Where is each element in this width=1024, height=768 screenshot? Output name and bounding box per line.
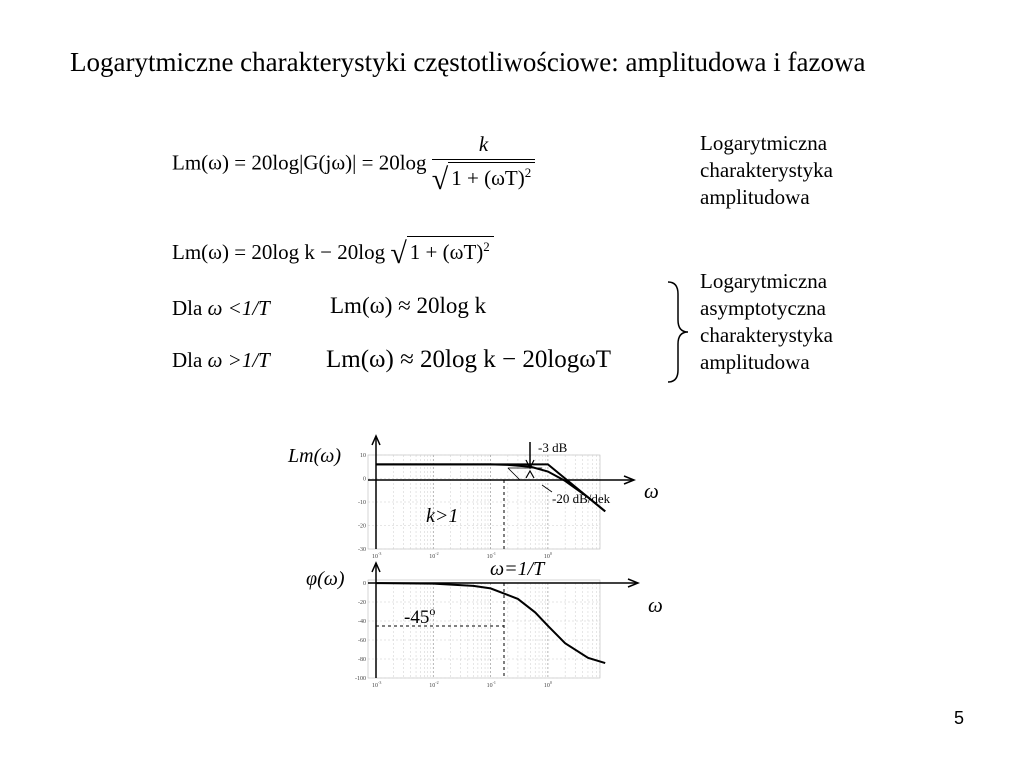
ytick-label: -20 xyxy=(358,600,366,606)
ytick-label: 0 xyxy=(363,476,366,483)
bode-plots xyxy=(280,430,700,692)
phase-annot-value: -45 xyxy=(404,607,430,628)
label-line: amplitudowa xyxy=(700,350,810,374)
condition-low-frequency xyxy=(172,296,270,321)
formula-low-frequency: Lm(ω) ≈ 20log k xyxy=(330,293,487,318)
ytick-label: -80 xyxy=(358,657,366,663)
xtick-label: $10^{-3}$ xyxy=(372,680,382,689)
amplitude-plot xyxy=(287,436,659,560)
label-line: charakterystyka xyxy=(700,158,833,182)
sqrt-icon: √ xyxy=(390,237,407,270)
eq2-text: Lm(ω) = 20log k − 20log xyxy=(172,240,386,264)
amplitude-ylabel: Lm(ω) xyxy=(288,445,342,467)
phase-annot-degree: o xyxy=(429,604,436,618)
xtick-exponent: -1 xyxy=(492,551,496,556)
xtick-label: $10^0$ xyxy=(543,551,552,560)
ytick-label: 10 xyxy=(360,453,366,459)
ytick-label: 0 xyxy=(363,581,366,587)
cond1-text: ω <1/T xyxy=(207,296,270,320)
eq1-numerator: k xyxy=(478,132,489,156)
cond2-prefix: Dla xyxy=(172,348,203,372)
sqrt-icon: √ xyxy=(431,163,449,196)
condition-high-frequency xyxy=(172,348,270,373)
cond2-text: ω >1/T xyxy=(207,348,270,372)
label-asymptotic-characteristic xyxy=(700,268,833,376)
label-line: charakterystyka xyxy=(700,323,833,347)
curly-brace xyxy=(662,280,692,384)
phase-plot xyxy=(306,563,663,689)
eq1-fraction xyxy=(432,132,535,197)
ytick-label: -20 xyxy=(358,523,366,530)
xtick-exponent: -2 xyxy=(435,680,439,685)
xtick-exponent: -2 xyxy=(435,551,439,556)
amplitude-ytick-labels xyxy=(358,453,366,553)
xtick-exponent: -3 xyxy=(378,551,382,556)
eq2-radicand: 1 + (ωT) xyxy=(409,240,484,264)
xtick-exponent: 0 xyxy=(549,551,552,556)
annot-k: k>1 xyxy=(426,505,459,527)
ytick-label: -30 xyxy=(358,547,366,553)
xtick-label: $10^{-3}$ xyxy=(372,551,382,560)
amplitude-xlabel: ω xyxy=(644,479,659,503)
formula-high-frequency: Lm(ω) ≈ 20log k − 20logωT xyxy=(326,346,612,373)
annot-3db: -3 dB xyxy=(538,440,568,455)
xtick-exponent: 0 xyxy=(549,680,552,685)
page-number: 5 xyxy=(953,708,964,728)
ytick-label: -40 xyxy=(358,619,366,625)
label-line: amplitudowa xyxy=(700,185,810,209)
annot-slope: -20 dB/dek xyxy=(552,491,611,506)
eq1-exponent: 2 xyxy=(524,165,532,180)
phase-ylabel: φ(ω) xyxy=(306,568,345,590)
phase-xlabel: ω xyxy=(648,593,663,617)
xtick-exponent: -3 xyxy=(378,680,382,685)
equation-lm-expanded xyxy=(172,236,494,271)
xtick-label: $10^{-2}$ xyxy=(429,680,439,689)
xtick-label: $10^0$ xyxy=(543,680,552,689)
ytick-label: -10 xyxy=(358,500,366,506)
eq1-denominator: 1 + (ωT) xyxy=(451,166,525,190)
label-line: Logarytmiczna xyxy=(700,131,828,155)
cond1-prefix: Dla xyxy=(172,296,203,320)
slide-title: Logarytmiczne charakterystyki częstotliwościowe: amplitudowa i fazowa xyxy=(70,47,866,77)
xtick-label: $10^{-2}$ xyxy=(429,551,439,560)
label-line: asymptotyczna xyxy=(700,296,826,320)
phase-xtick-labels xyxy=(372,680,552,689)
eq2-exponent: 2 xyxy=(483,239,490,254)
xtick-label: $10^{-1}$ xyxy=(486,680,496,689)
ytick-label: -100 xyxy=(355,676,366,682)
eq1-lhs: Lm(ω) = 20log|G(jω)| = 20log xyxy=(172,150,427,175)
label-line: Logarytmiczna xyxy=(700,269,828,293)
ytick-label: -60 xyxy=(358,638,366,644)
equation-lm-magnitude xyxy=(172,132,535,197)
corner-frequency-label: ω=1/T xyxy=(490,558,545,580)
label-amplitude-characteristic xyxy=(700,130,833,211)
phase-ytick-labels xyxy=(355,581,366,682)
xtick-label: $10^{-1}$ xyxy=(486,551,496,560)
xtick-exponent: -1 xyxy=(492,680,496,685)
